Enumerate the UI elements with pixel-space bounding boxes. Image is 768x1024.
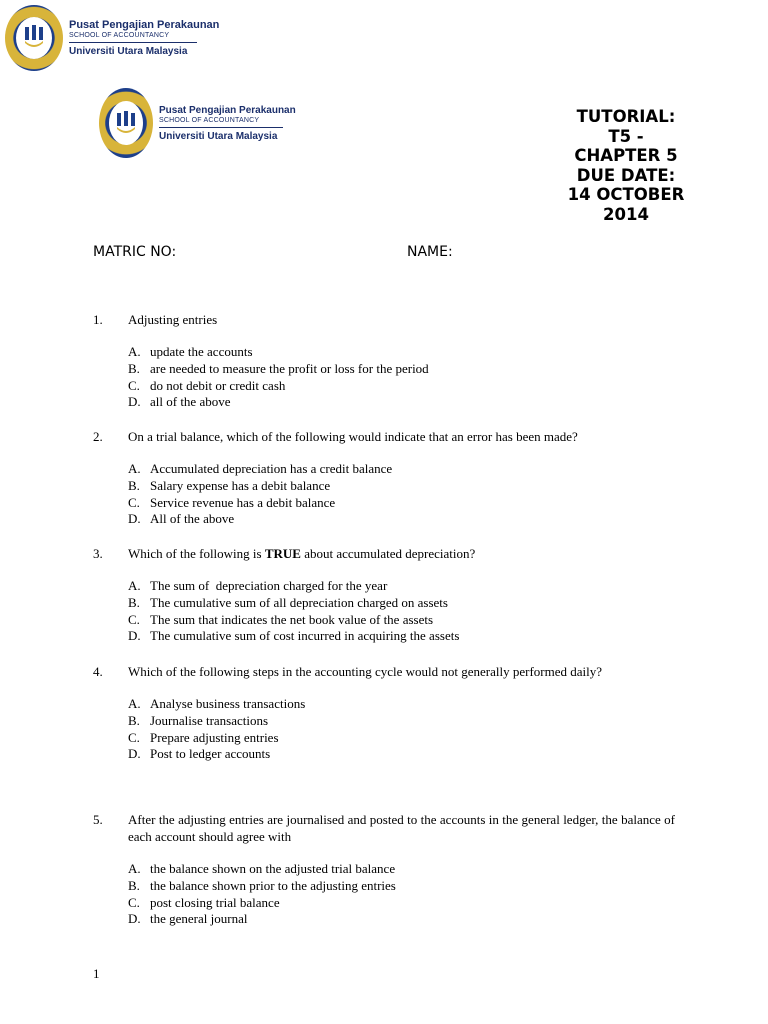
option-letter: C. bbox=[128, 611, 140, 627]
option-d bbox=[128, 746, 675, 763]
option-text: Accumulated depreciation has a credit balance bbox=[150, 461, 393, 476]
question-number: 2. bbox=[93, 429, 103, 444]
option-b bbox=[128, 478, 675, 495]
option-letter: A. bbox=[128, 578, 141, 593]
question-5 bbox=[93, 811, 675, 928]
option-a bbox=[128, 861, 675, 878]
option-text: post closing trial balance bbox=[150, 894, 280, 910]
due-date-year: 2014 bbox=[603, 204, 649, 224]
option-text: do not debit or credit cash bbox=[150, 377, 286, 393]
option-letter: A. bbox=[128, 461, 141, 476]
question-text: Which of the following is TRUE about accumulated depreciation? bbox=[128, 546, 476, 561]
question-text: Which of the following steps in the accounting cycle would not generally performed daily? bbox=[128, 664, 602, 679]
matric-no-label: MATRIC NO: bbox=[93, 244, 177, 260]
option-letter: B. bbox=[128, 712, 140, 728]
page-number: 1 bbox=[93, 966, 100, 981]
tutorial-title: TUTORIAL: bbox=[576, 107, 676, 126]
option-text: are needed to measure the profit or loss for the period bbox=[150, 360, 429, 376]
logo-school-malay: Pusat Pengajian Perakaunan bbox=[159, 104, 296, 116]
option-c bbox=[128, 495, 675, 512]
option-text: the balance shown on the adjusted trial balance bbox=[150, 861, 396, 876]
option-text: update the accounts bbox=[150, 344, 253, 359]
option-text: The sum of depreciation charged for the year bbox=[150, 578, 388, 593]
option-letter: D. bbox=[128, 394, 141, 410]
question-text: On a trial balance, which of the following would indicate that an error has been made? bbox=[128, 429, 578, 444]
due-date-label: DUE DATE: bbox=[576, 165, 676, 185]
option-list bbox=[128, 578, 675, 645]
question-number: 3. bbox=[93, 546, 103, 561]
logo-divider bbox=[159, 127, 283, 128]
option-text: the balance shown prior to the adjusting entries bbox=[150, 877, 396, 893]
question-1 bbox=[93, 311, 675, 411]
option-d bbox=[128, 511, 675, 528]
tutorial-code: T5 - bbox=[608, 126, 644, 146]
option-letter: D. bbox=[128, 911, 141, 927]
option-b bbox=[128, 713, 675, 730]
university-logo-header bbox=[5, 5, 219, 71]
option-letter: D. bbox=[128, 628, 141, 644]
logo-school-malay: Pusat Pengajian Perakaunan bbox=[69, 19, 220, 31]
question-number: 1. bbox=[93, 312, 103, 327]
option-letter: C. bbox=[128, 377, 140, 393]
university-logo-document bbox=[99, 88, 296, 158]
option-text: The cumulative sum of all depreciation charged on assets bbox=[150, 594, 448, 610]
option-letter: B. bbox=[128, 477, 140, 493]
option-text: The cumulative sum of cost incurred in acquiring the assets bbox=[150, 628, 460, 644]
option-text: all of the above bbox=[150, 394, 231, 410]
question-text: After the adjusting entries are journalised and posted to the accounts in the general ledger, the balance of each account should agree with bbox=[128, 812, 675, 844]
option-text: Analyse business transactions bbox=[150, 696, 306, 711]
option-c bbox=[128, 895, 675, 912]
question-number: 4. bbox=[93, 664, 103, 679]
option-letter: C. bbox=[128, 894, 140, 910]
option-b bbox=[128, 361, 675, 378]
option-text: Service revenue has a debit balance bbox=[150, 494, 336, 510]
option-letter: B. bbox=[128, 877, 140, 893]
option-letter: B. bbox=[128, 360, 140, 376]
option-text: Prepare adjusting entries bbox=[150, 729, 279, 745]
option-d bbox=[128, 911, 675, 928]
option-list bbox=[128, 344, 675, 411]
tutorial-chapter: CHAPTER 5 bbox=[574, 146, 678, 165]
question-3 bbox=[93, 545, 675, 645]
option-letter: A. bbox=[128, 861, 141, 876]
option-text: All of the above bbox=[150, 511, 235, 527]
logo-university-name: Universiti Utara Malaysia bbox=[159, 130, 278, 142]
option-list bbox=[128, 696, 675, 763]
option-letter: B. bbox=[128, 594, 140, 610]
tutorial-heading bbox=[546, 107, 706, 224]
option-c bbox=[128, 730, 675, 747]
option-b bbox=[128, 595, 675, 612]
question-4 bbox=[93, 663, 675, 763]
option-text: Post to ledger accounts bbox=[150, 746, 271, 762]
option-text: the general journal bbox=[150, 911, 248, 927]
option-letter: A. bbox=[128, 696, 141, 711]
option-a bbox=[128, 578, 675, 595]
university-seal-icon bbox=[99, 88, 153, 158]
logo-divider bbox=[69, 42, 197, 43]
option-list bbox=[128, 861, 675, 928]
option-c bbox=[128, 378, 675, 395]
option-a bbox=[128, 461, 675, 478]
name-label: NAME: bbox=[407, 244, 453, 260]
question-2 bbox=[93, 428, 675, 528]
logo-school-english: SCHOOL OF ACCOUNTANCY bbox=[69, 32, 170, 39]
emphasis-true: TRUE bbox=[264, 546, 301, 561]
option-d bbox=[128, 394, 675, 411]
logo-university-name: Universiti Utara Malaysia bbox=[69, 46, 188, 57]
question-number: 5. bbox=[93, 812, 103, 827]
option-list bbox=[128, 461, 675, 528]
option-text: Salary expense has a debit balance bbox=[150, 477, 331, 493]
option-letter: C. bbox=[128, 729, 140, 745]
due-date-value: 14 OCTOBER bbox=[567, 185, 685, 204]
option-a bbox=[128, 696, 675, 713]
logo-school-english: SCHOOL OF ACCOUNTANCY bbox=[159, 116, 260, 124]
option-letter: D. bbox=[128, 511, 141, 527]
option-letter: D. bbox=[128, 746, 141, 762]
option-c bbox=[128, 612, 675, 629]
option-b bbox=[128, 878, 675, 895]
option-letter: A. bbox=[128, 344, 141, 359]
option-a bbox=[128, 344, 675, 361]
option-d bbox=[128, 628, 675, 645]
option-text: Journalise transactions bbox=[150, 712, 269, 728]
option-letter: C. bbox=[128, 494, 140, 510]
option-text: The sum that indicates the net book value of the assets bbox=[150, 611, 434, 627]
question-text: Adjusting entries bbox=[128, 312, 218, 327]
university-seal-icon bbox=[5, 5, 63, 71]
